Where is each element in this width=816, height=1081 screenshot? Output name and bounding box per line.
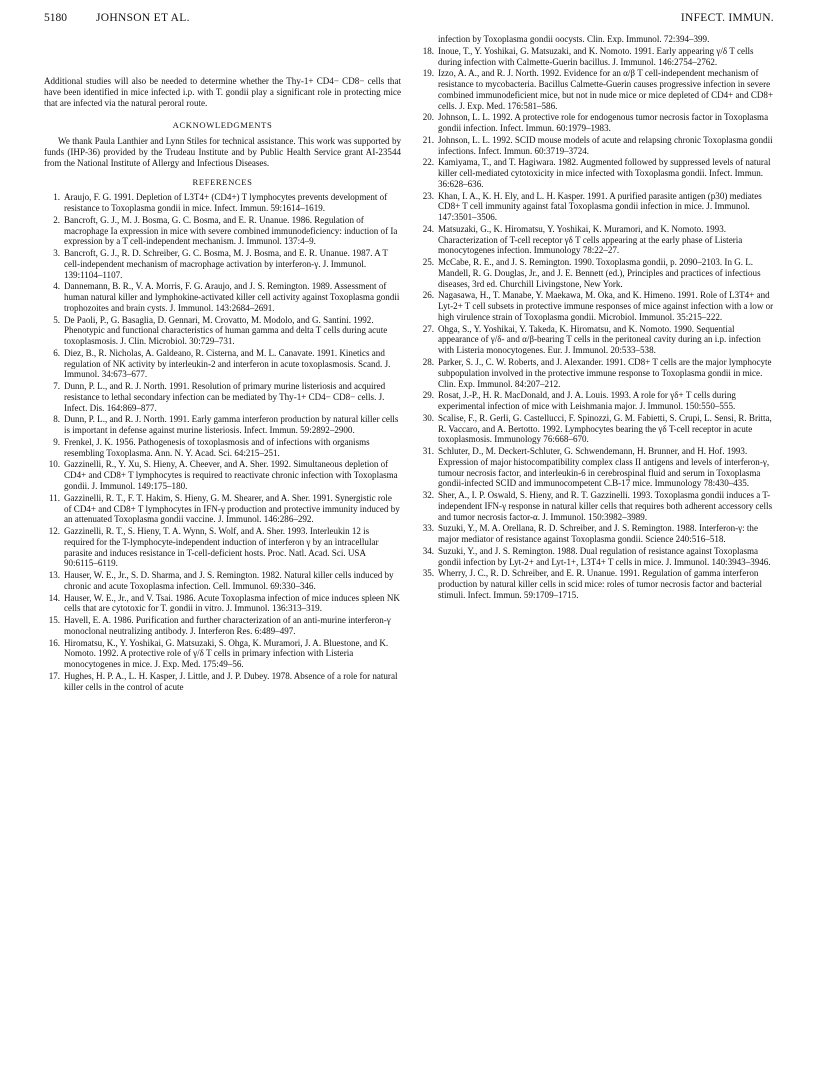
reference-list-left [44,192,401,692]
reference-text: Hiromatsu, K., Y. Yoshikai, G. Matsuzaki, S. Ohga, K. Muramori, J. A. Bluestone, and K. Nomoto. 1992. A protective role of γ/δ T cells in primary infection with Listeria monocytogenes in mice. J. Exp. Med. 175:49–56. [64,637,389,670]
reference-number: 27. [422,323,434,334]
reference-item [418,324,776,356]
reference-item [44,248,401,280]
reference-number: 21. [422,134,434,145]
reference-number: 1. [53,192,60,203]
reference-item [418,191,776,223]
running-header [44,12,774,28]
reference-text: Wherry, J. C., R. D. Schreiber, and E. R. Unanue. 1991. Regulation of gamma interferon production by natural killer cells in scid mice: roles of tumor necrosis factor and bacterial stimuli. Infect. Immun. 59:1709–1715. [438,568,763,600]
reference-item [418,523,776,545]
reference-text: Bancroft, G. J., R. D. Schreiber, G. C. Bosma, M. J. Bosma, and E. R. Unanue. 1987. A T cell-independent mechanism of macrophage activation by interferon-γ. J. Immunol. 139:1104–1107. [64,248,388,280]
reference-number: 7. [53,381,60,392]
reference-number: 24. [422,223,434,234]
reference-text: Dunn, P. L., and R. J. North. 1991. Resolution of primary murine listeriosis and acquired resistance to lethal secondary infection can be mediated by Thy-1+ CD4− CD8− cells. J. Infect. Dis. 164:869–877. [64,381,386,413]
reference-item [44,348,401,380]
reference-number: 20. [422,112,434,123]
reference-item [418,135,776,157]
reference-item [418,112,776,134]
reference-number: 9. [53,436,60,447]
reference-item [418,390,776,412]
running-authors: JOHNSON ET AL. [96,12,190,24]
reference-number: 18. [422,45,434,56]
reference-number: 32. [422,490,434,501]
reference-text: Suzuki, Y., and J. S. Remington. 1988. Dual regulation of resistance against Toxoplasma gondii infection by Lyt-2+ and Lyt-1+, L3T4+ T cells in mice. J. Immunol. 140:3943–3946. [438,545,771,567]
reference-number: 26. [422,290,434,301]
reference-text: Gazzinelli, R. T., S. Hieny, T. A. Wynn, S. Wolf, and A. Sher. 1993. Interleukin 12 is required for the T-lymphocyte-independent induction of interferon γ by an intracellular parasite and induces resistance in T-cell-deficient hosts. Proc. Natl. Acad. Sci. USA 90:6115–6119. [64,526,379,569]
right-column [418,34,776,602]
reference-number: 4. [53,281,60,292]
reference-number: 6. [53,347,60,358]
reference-number: 23. [422,190,434,201]
reference-text: Izzo, A. A., and R. J. North. 1992. Evidence for an α/β T cell-independent mechanism of resistance to mycobacteria. Bacillus Calmette-Guerin causes progressive infection in severe combined immunodeficient mice, but not in nude mice or mice depleted of CD4+ and CD8+ cells. J. Exp. Med. 176:581–586. [438,68,774,111]
reference-text: Havell, E. A. 1986. Purification and further characterization of an anti-murine interferon-γ monoclonal neutralizing antibody. J. Interferon Res. 6:489–497. [64,615,391,636]
references-heading: REFERENCES [192,177,253,188]
reference-item [44,459,401,491]
page-number: 5180 [44,12,67,24]
reference-text: Ohga, S., Y. Yoshikai, Y. Takeda, K. Hiromatsu, and K. Nomoto. 1990. Sequential appearance of γ/δ- and α/β-bearing T cells in the peritoneal cavity during an i.p. infection with Listeria monocytogenes. Eur. J. Immunol. 20:533–538. [438,323,761,356]
acknowledgments-text: We thank Paula Lanthier and Lynn Stiles for technical assistance. This work was supported by funds (IHP-36) provided by the Trudeau Institute and by Public Health Service grant AI-23544 from the National Institute of Allergy and Infectious Diseases. [44,136,401,168]
reference-text: Hauser, W. E., Jr., S. D. Sharma, and J. S. Remington. 1982. Natural killer cells induced by chronic and acute Toxoplasma infection. Cell. Immunol. 69:330–346. [64,570,394,591]
reference-text: Rosat, J.-P., H. R. MacDonald, and J. A. Louis. 1993. A role for γδ+ T cells during experimental infection of mice with Leishmania major. J. Immunol. 150:550–555. [438,390,736,412]
reference-list-right [418,46,776,601]
reference-number: 8. [53,414,60,425]
acknowledgments-heading: ACKNOWLEDGMENTS [172,120,273,131]
reference-text: Sher, A., I. P. Oswald, S. Hieny, and R. T. Gazzinelli. 1993. Toxoplasma gondii induces a T-independent IFN-γ response in natural killer cells that requires both adherent accessory cells and tumor necrosis factor-α. J. Immunol. 150:3982–3989. [438,490,773,522]
reference-item [418,546,776,568]
reference-number: 35. [422,568,434,579]
reference-item [418,413,776,445]
reference-text: De Paoli, P., G. Basaglia, D. Gennari, M. Crovatto, M. Modolo, and G. Santini. 1992. Phenotypic and functional characteristics of human gamma and delta T cells during acute toxoplasmosis. J. Clin. Microbiol. 30:729–731. [64,314,388,347]
reference-number: 11. [49,492,60,503]
reference-number: 5. [53,314,60,325]
reference-text: Nagasawa, H., T. Manabe, Y. Maekawa, M. Oka, and K. Himeno. 1991. Role of L3T4+ and Lyt-2+ T cell subsets in protective immune responses of mice against infection with a low or high virulence strain of Toxoplasma gondii. Microbiol. Immunol. 35:215–222. [438,290,774,322]
reference-item [44,192,401,214]
reference-text: Matsuzaki, G., K. Hiromatsu, Y. Yoshikai, K. Muramori, and K. Nomoto. 1993. Characterization of T-cell receptor γδ T cells appearing at the early phase of Listeria monocytogenes infection. Immunology 78:22–27. [438,223,743,256]
reference-number: 22. [422,157,434,168]
reference-number: 15. [48,615,60,626]
reference-item [418,357,776,389]
reference-text: Inoue, T., Y. Yoshikai, G. Matsuzaki, and K. Nomoto. 1991. Early appearing γ/δ T cells during infection with Calmette-Guerin bacillus. J. Immunol. 146:2754–2762. [438,45,754,67]
reference-number: 31. [422,446,434,457]
reference-number: 2. [53,214,60,225]
reference-text: Scalise, F., R. Gerli, G. Castellucci, F. Spinozzi, G. M. Fabietti, S. Crupi, L. Sensi, R. Britta, R. Vaccaro, and A. Bertotto. 1992. Lymphocytes bearing the γδ T-cell receptor in acute toxoplasmosis. Immunology 76:668–670. [438,412,772,445]
reference-item [44,638,401,670]
reference-number: 33. [422,523,434,534]
reference-number: 14. [48,592,60,603]
reference-number: 34. [422,545,434,556]
reference-item [44,671,401,693]
reference-number: 10. [48,459,60,470]
reference-text: Frenkel, J. K. 1956. Pathogenesis of toxoplasmosis and of infections with organisms resembling Toxoplasma. Ann. N. Y. Acad. Sci. 64:215–251. [64,436,370,458]
reference-number: 25. [422,257,434,268]
reference-number: 12. [48,526,60,536]
reference-text: Dannemann, B. R., V. A. Morris, F. G. Araujo, and J. S. Remington. 1989. Assessment of human natural killer and lymphokine-activated killer cell activity against Toxoplasma gondii trophozoites and brain cysts. J. Immunol. 143:2684–2691. [64,281,400,313]
reference-item [44,381,401,413]
reference-item [418,157,776,189]
reference-item [44,493,401,525]
reference-item [418,290,776,322]
reference-item [418,257,776,289]
reference-number: 29. [422,390,434,401]
reference-text: Suzuki, Y., M. A. Orellana, R. D. Schreiber, and J. S. Remington. 1988. Interferon-γ: the major mediator of resistance against Toxoplasma gondii. Science 240:516–518. [438,523,758,545]
reference-text: Araujo, F. G. 1991. Depletion of L3T4+ (CD4+) T lymphocytes prevents development of resistance to Toxoplasma gondii in mice. Infect. Immun. 59:1614–1619. [64,192,388,214]
reference-text: Hauser, W. E., Jr., and V. Tsai. 1986. Acute Toxoplasma infection of mice induces spleen NK cells that are cytotoxic for T. gondii in vitro. J. Immunol. 136:313–319. [64,592,400,614]
reference-text: Parker, S. J., C. W. Roberts, and J. Alexander. 1991. CD8+ T cells are the major lymphocyte subpopulation involved in the protective immune response to Toxoplasma gondii in mice. Clin. Exp. Immunol. 84:207–212. [438,356,772,389]
reference-item [44,437,401,459]
reference-number: 13. [48,570,60,581]
reference-text: Johnson, L. L. 1992. SCID mouse models of acute and relapsing chronic Toxoplasma gondii infections. Infect. Immun. 60:3719–3724. [438,134,773,156]
reference-number: 16. [48,637,60,648]
reference-number: 3. [53,248,60,259]
reference-item [44,570,401,592]
reference-text: Johnson, L. L. 1992. A protective role for endogenous tumor necrosis factor in Toxoplasma gondii infection. Infect. Immun. 60:1979–1983. [438,112,769,134]
reference-text: Gazzinelli, R. T., F. T. Hakim, S. Hieny, G. M. Shearer, and A. Sher. 1991. Synergistic role of CD4+ and CD8+ T lymphocytes in IFN-γ production and protective immunity induced by an attenuated Toxoplasma gondii vaccine. J. Immunol. 146:286–292. [64,492,400,525]
reference-number: 17. [48,670,60,681]
reference-item [44,615,401,637]
reference-item [418,568,776,600]
reference-text: Khan, I. A., K. H. Ely, and L. H. Kasper. 1991. A purified parasite antigen (p30) mediates CD8+ T cell immunity against fatal Toxoplasma gondii infection in mice. J. Immunol. 147:3501–3506. [438,190,762,223]
reference-text: Schluter, D., M. Deckert-Schluter, G. Schwendemann, H. Brunner, and H. Hof. 1993. Expression of major histocompatibility complex class II antigens and levels of interferon-γ, tumour necrosis factor, and interleukin-6 in cerebrospinal fluid and serum in Toxoplasma gondii-infected SCID and immunocompetent C.B-17 mice. Immunology 78:430–435. [438,446,770,489]
reference-item [418,68,776,111]
journal-abbreviation: INFECT. IMMUN. [680,12,774,24]
reference-continuation: infection by Toxoplasma gondii oocysts. Clin. Exp. Immunol. 72:394–399. [438,34,710,44]
reference-item [44,315,401,347]
reference-number: 28. [422,356,434,367]
reference-text: Kamiyama, T., and T. Hagiwara. 1982. Augmented followed by suppressed levels of natural killer cell-mediated cytotoxicity in mice infected with Toxoplasma gondii. Infect. Immun. 36:628–636. [438,157,771,189]
reference-item [418,224,776,256]
reference-item [44,215,401,247]
reference-item [44,414,401,436]
reference-text: Dunn, P. L., and R. J. North. 1991. Early gamma interferon production by natural killer cells is important in defense against murine listeriosis. Infect. Immun. 59:2892–2900. [64,414,399,436]
reference-text: McCabe, R. E., and J. S. Remington. 1990. Toxoplasma gondii, p. 2090–2103. In G. L. Mandell, R. G. Douglas, Jr., and J. E. Bennett (ed.), Principles and practices of infectious diseases, 3rd ed. Churchill Livingstone, New York. [438,257,761,289]
reference-number: 19. [422,68,434,79]
reference-item [44,593,401,615]
reference-item [418,46,776,68]
reference-item [44,281,401,313]
reference-text: Diez, B., R. Nicholas, A. Galdeano, R. Cisterna, and M. L. Canavate. 1991. Kinetics and regulation of NK activity by interleukin-2 and interferon in acute toxoplasmosis. Scand. J. Immunol. 34:673–677. [64,347,391,380]
closing-paragraph: Additional studies will also be needed to determine whether the Thy-1+ CD4− CD8− cells that have been identified in mice infected i.p. with T. gondii play a significant role in protecting mice that are infected via the natural peroral route. [44,76,401,108]
reference-number: 30. [422,412,434,423]
reference-text: Hughes, H. P. A., L. H. Kasper, J. Little, and J. P. Dubey. 1978. Absence of a role for natural killer cells in the control of acute [64,670,398,692]
reference-item [44,526,401,569]
reference-item [418,490,776,522]
reference-text: Gazzinelli, R., Y. Xu, S. Hieny, A. Cheever, and A. Sher. 1992. Simultaneous depletion of CD4+ and CD8+ T lymphocytes is required to reactivate chronic infection with Toxoplasma gondii. J. Immunol. 149:175–180. [64,459,398,491]
left-column [44,76,401,693]
reference-item [418,446,776,489]
reference-text: Bancroft, G. J., M. J. Bosma, G. C. Bosma, and E. R. Unanue. 1986. Regulation of macrophage Ia expression in mice with severe combined immunodeficiency: induction of Ia expression by a T cell-independent mechanism. J. Immunol. 137:4–9. [64,214,398,247]
